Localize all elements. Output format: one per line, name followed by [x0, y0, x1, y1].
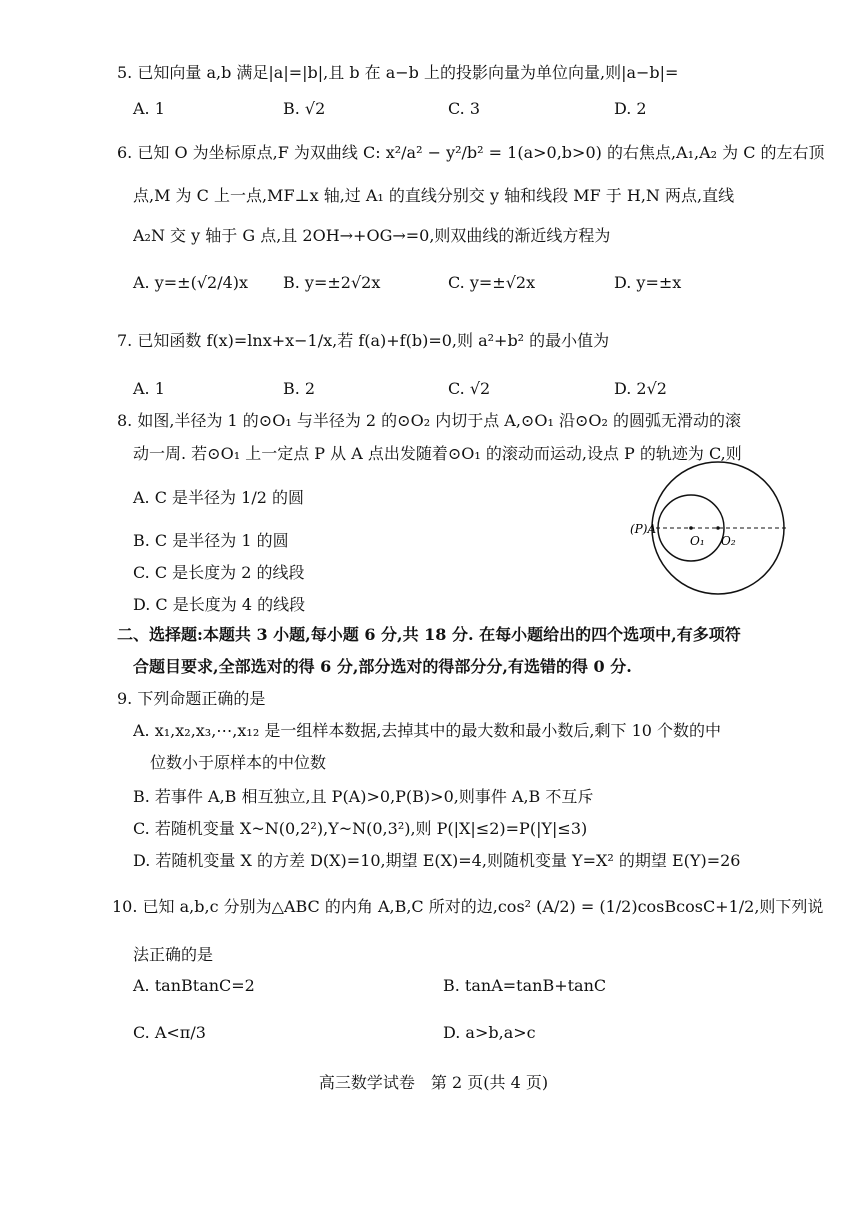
q8-figure [628, 445, 793, 603]
q5-option-c: C. 3 [448, 99, 481, 118]
q8-option-d: D. C 是长度为 4 的线段 [133, 595, 306, 614]
section2-line2: 合题目要求,全部选对的得 6 分,部分选对的得部分分,有选错的得 0 分. [133, 657, 632, 676]
q8-option-b: B. C 是半径为 1 的圆 [133, 531, 289, 550]
label-o1: O₁ [690, 534, 705, 548]
q9-option-a-line1: A. x₁,x₂,x₃,⋯,x₁₂ 是一组样本数据,去掉其中的最大数和最小数后,剩下 10 个数的中 [133, 721, 722, 740]
q10-stem-line1: 10. 已知 a,b,c 分别为△ABC 的内角 A,B,C 所对的边,cos² (A/2) = (1/2)cosBcosC+1/2,则下列说 [112, 897, 824, 916]
q10-option-b: B. tanA=tanB+tanC [443, 976, 607, 995]
q10-option-c: C. A<π/3 [133, 1023, 206, 1042]
q5-option-d: D. 2 [614, 99, 647, 118]
q6-stem-line3: A₂N 交 y 轴于 G 点,且 2OH→+OG→=0,则双曲线的渐近线方程为 [133, 226, 611, 245]
q8-stem-line1: 8. 如图,半径为 1 的⊙O₁ 与半径为 2 的⊙O₂ 内切于点 A,⊙O₁ 沿⊙O₂ 的圆弧无滑动的滚 [117, 411, 741, 430]
q9-option-a-line2: 位数小于原样本的中位数 [150, 753, 327, 772]
q7-option-c: C. √2 [448, 379, 491, 398]
q5-stem: 5. 已知向量 a,b 满足|a|=|b|,且 b 在 a−b 上的投影向量为单位向量,则|a−b|= [117, 63, 679, 82]
center-o1 [689, 526, 693, 530]
q8-stem-line2: 动一周. 若⊙O₁ 上一定点 P 从 A 点出发随着⊙O₁ 的滚动而运动,设点 P 的轨迹为 C,则 [133, 444, 742, 463]
q7-option-a: A. 1 [133, 379, 165, 398]
q6-stem-line1: 6. 已知 O 为坐标原点,F 为双曲线 C: x²/a² − y²/b² = 1(a>0,b>0) 的右焦点,A₁,A₂ 为 C 的左右顶 [117, 143, 825, 162]
q6-option-c: C. y=±√2x [448, 273, 536, 292]
center-o2 [716, 526, 720, 530]
label-o2: O₂ [721, 534, 736, 548]
q7-option-b: B. 2 [283, 379, 316, 398]
q6-option-d: D. y=±x [614, 273, 682, 292]
q6-stem-line2: 点,M 为 C 上一点,MF⊥x 轴,过 A₁ 的直线分别交 y 轴和线段 MF 于 H,N 两点,直线 [133, 186, 735, 205]
q8-option-a: A. C 是半径为 1/2 的圆 [133, 488, 304, 507]
q10-option-d: D. a>b,a>c [443, 1023, 536, 1042]
q9-option-d: D. 若随机变量 X 的方差 D(X)=10,期望 E(X)=4,则随机变量 Y=X² 的期望 E(Y)=26 [133, 851, 741, 870]
q9-option-c: C. 若随机变量 X~N(0,2²),Y~N(0,3²),则 P(|X|≤2)=P(|Y|≤3) [133, 819, 588, 838]
q8-option-c: C. C 是长度为 2 的线段 [133, 563, 305, 582]
q9-stem: 9. 下列命题正确的是 [117, 689, 266, 708]
q6-option-b: B. y=±2√2x [283, 273, 381, 292]
q9-option-b: B. 若事件 A,B 相互独立,且 P(A)>0,P(B)>0,则事件 A,B 不互斥 [133, 787, 594, 806]
circles-diagram [628, 445, 793, 603]
q7-stem: 7. 已知函数 f(x)=lnx+x−1/x,若 f(a)+f(b)=0,则 a²+b² 的最小值为 [117, 331, 610, 350]
q5-option-b: B. √2 [283, 99, 326, 118]
q6-option-a: A. y=±(√2/4)x [133, 273, 249, 292]
label-pa: (P)A [630, 522, 657, 536]
q10-stem-line2: 法正确的是 [133, 945, 214, 964]
section2-line1: 二、选择题:本题共 3 小题,每小题 6 分,共 18 分. 在每小题给出的四个选项中,有多项符 [117, 625, 741, 644]
page-footer: 高三数学试卷 第 2 页(共 4 页) [318, 1073, 549, 1092]
q7-option-d: D. 2√2 [614, 379, 667, 398]
q5-option-a: A. 1 [133, 99, 165, 118]
q10-option-a: A. tanBtanC=2 [133, 976, 255, 995]
